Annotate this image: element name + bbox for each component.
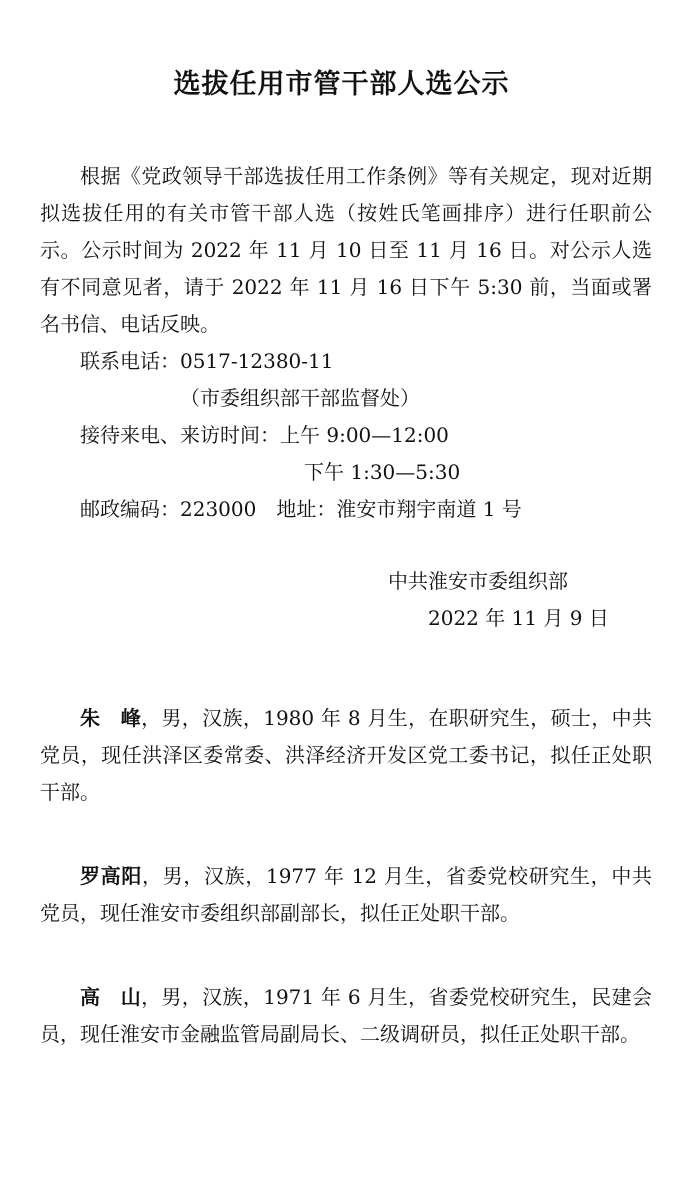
signature-org: 中共淮安市委组织部 [388,569,568,593]
candidate-description: ，男，汉族，1977 年 12 月生，省委党校研究生，中共党员，现任淮安市委组织部副部长，拟任正处职干部。 [40,864,653,925]
candidate-description: ，男，汉族，1971 年 6 月生，省委党校研究生，民建会员，现任淮安市金融监管局副局长、二级调研员，拟任正处职干部。 [40,985,652,1046]
candidate-entry [40,700,652,811]
reception-hours-afternoon: 下午 1:30—5:30 [304,460,461,484]
candidate-entry [40,979,652,1053]
postal-address: 邮政编码：223000 地址：淮安市翔宇南道 1 号 [80,497,522,521]
candidate-name: 朱 峰 [80,706,142,730]
intro-paragraph: 根据《党政领导干部选拔任用工作条例》等有关规定，现对近期拟选拔任用的有关市管干部人选（按姓氏笔画排序）进行任职前公示。公示时间为 2022 年 11 月 10 日至 11 月 16 日。对公示人选有不同意见者，请于 2022 年 11 月 16 日下午 5:30 前，当面或署名书信、电话反映。 [40,164,652,336]
candidate-description: ，男，汉族，1980 年 8 月生，在职研究生，硕士，中共党员，现任洪泽区委常委、洪泽经济开发区党工委书记，拟任正处职干部。 [40,706,652,804]
candidate-entry [40,858,652,932]
candidate-name: 罗高阳 [80,864,142,888]
contact-department: （市委组织部干部监督处） [180,386,420,410]
contact-phone: 联系电话：0517-12380-11 [80,349,334,373]
reception-hours: 接待来电、来访时间：上午 9:00—12:00 [80,423,449,447]
candidate-name: 高 山 [80,985,142,1009]
page-title: 选拔任用市管干部人选公示 [173,69,510,100]
signature-date: 2022 年 11 月 9 日 [428,606,609,630]
